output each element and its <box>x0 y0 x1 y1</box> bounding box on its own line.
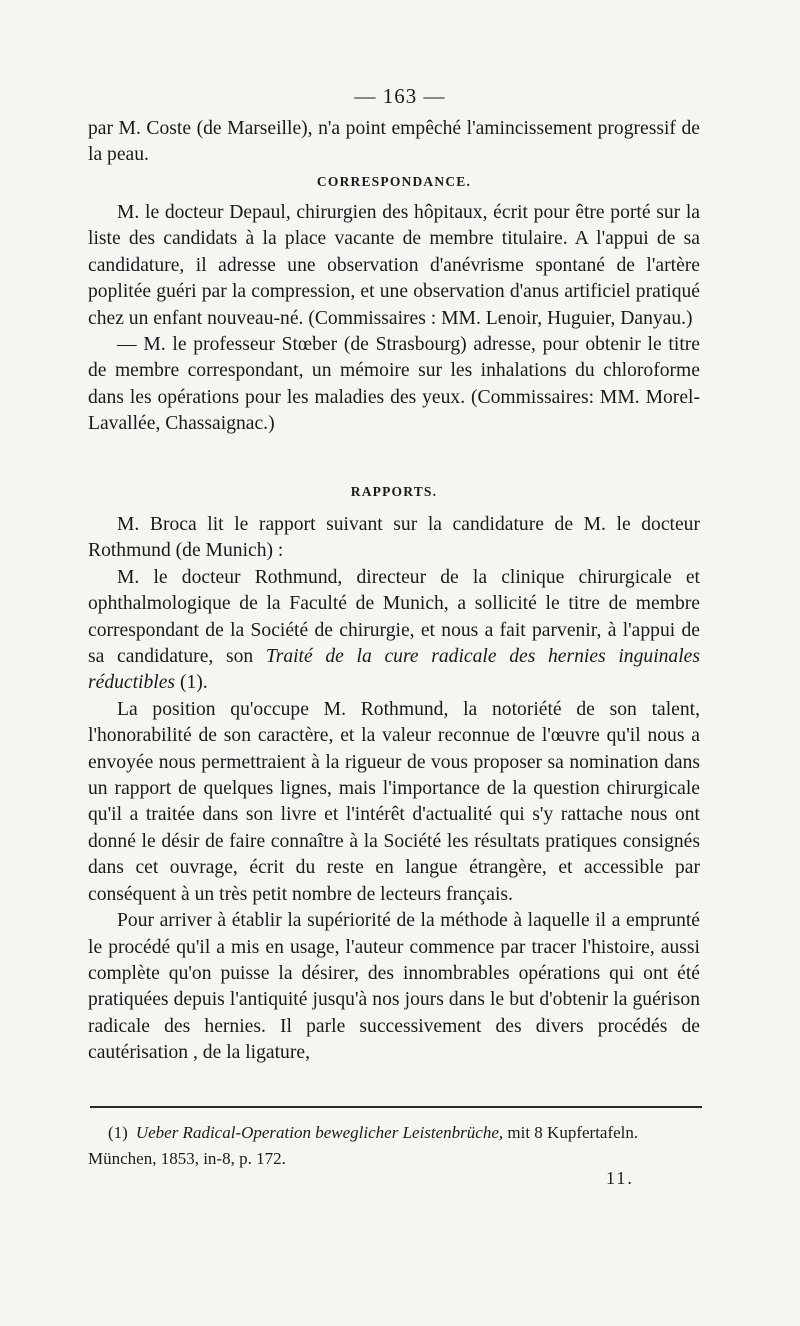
book-title: Traité de la cure radicale des hernies inguinales réductibles <box>88 646 700 694</box>
text-run: M. le docteur Rothmund, directeur de la clinique chirurgicale et ophthalmologique de la Faculté de Munich, a sollicité le titre de membre correspondant de la Société de chirurgie, et nous a fait parvenir, à l'appui de sa candidature, son <box>88 566 700 668</box>
footnote-number: (1) <box>108 1123 128 1142</box>
footnote-text: mit 8 Kupfertafeln. München, 1853, in-8, p. 172. <box>88 1123 639 1168</box>
footnote-rule <box>90 1106 702 1108</box>
continuation-paragraph: par M. Coste (de Marseille), n'a point empêché l'amincissement progressif de la peau. <box>88 118 700 166</box>
section-title-correspondance: CORRESPONDANCE. <box>316 174 472 189</box>
paragraph: M. Broca lit le rapport suivant sur la candidature de M. le docteur Rothmund (de Munich) : <box>88 514 700 562</box>
footnote-title: Ueber Radical-Operation beweglicher Leistenbrüche, <box>135 1123 504 1142</box>
signature-mark: 11. <box>606 1168 634 1188</box>
rapports-block <box>88 512 700 1067</box>
continuation-block <box>88 116 700 169</box>
text-run: (1). <box>175 672 208 694</box>
page-number: — 163 — <box>354 84 446 108</box>
correspondance-block <box>88 200 700 438</box>
footnote <box>88 1120 708 1172</box>
paragraph <box>88 565 700 697</box>
paragraph: M. le docteur Depaul, chirurgien des hôpitaux, écrit pour être porté sur la liste des candidats à la place vacante de membre titulaire. A l'appui de sa candidature, il adresse une observation d'anévrisme spontané de l'artère poplitée guéri par la compression, et une observation d'anus artificiel pratiqué chez un enfant nouveau-né. (Commissaires : MM. Lenoir, Huguier, Danyau.) <box>88 202 700 329</box>
paragraph: La position qu'occupe M. Rothmund, la notoriété de son talent, l'honorabilité de son caractère, et la valeur reconnue de l'œuvre qu'il nous a envoyée nous permettraient à la rigueur de vous proposer sa nomination dans un rapport de quelques lignes, mais l'importance de la question chirurgicale qu'il a traitée dans son livre et l'intérêt d'actualité qui s'y rattache nous ont donné le désir de faire connaître à la Société les résultats pratiques consignés dans cet ouvrage, écrit du reste en langue étrangère, et accessible par conséquent à un très petit nombre de lecteurs français. <box>88 698 700 905</box>
section-title-rapports: RAPPORTS. <box>350 484 438 499</box>
paragraph: Pour arriver à établir la supériorité de la méthode à laquelle il a emprunté le procédé qu'il a mis en usage, l'auteur commence par tracer l'histoire, aussi complète qu'on puisse la désirer, des innombrables opérations qui ont été pratiquées depuis l'antiquité jusqu'à nos jours dans le but d'obtenir la guérison radicale des hernies. Il parle successivement des divers procédés de cautérisation , de la ligature, <box>88 910 700 1064</box>
paragraph: — M. le professeur Stœber (de Strasbourg) adresse, pour obtenir le titre de membre correspondant, un mémoire sur les inhalations du chloroforme dans les opérations pour les maladies des yeux. (Commissaires: MM. Morel-Lavallée, Chassaignac.) <box>88 334 700 435</box>
